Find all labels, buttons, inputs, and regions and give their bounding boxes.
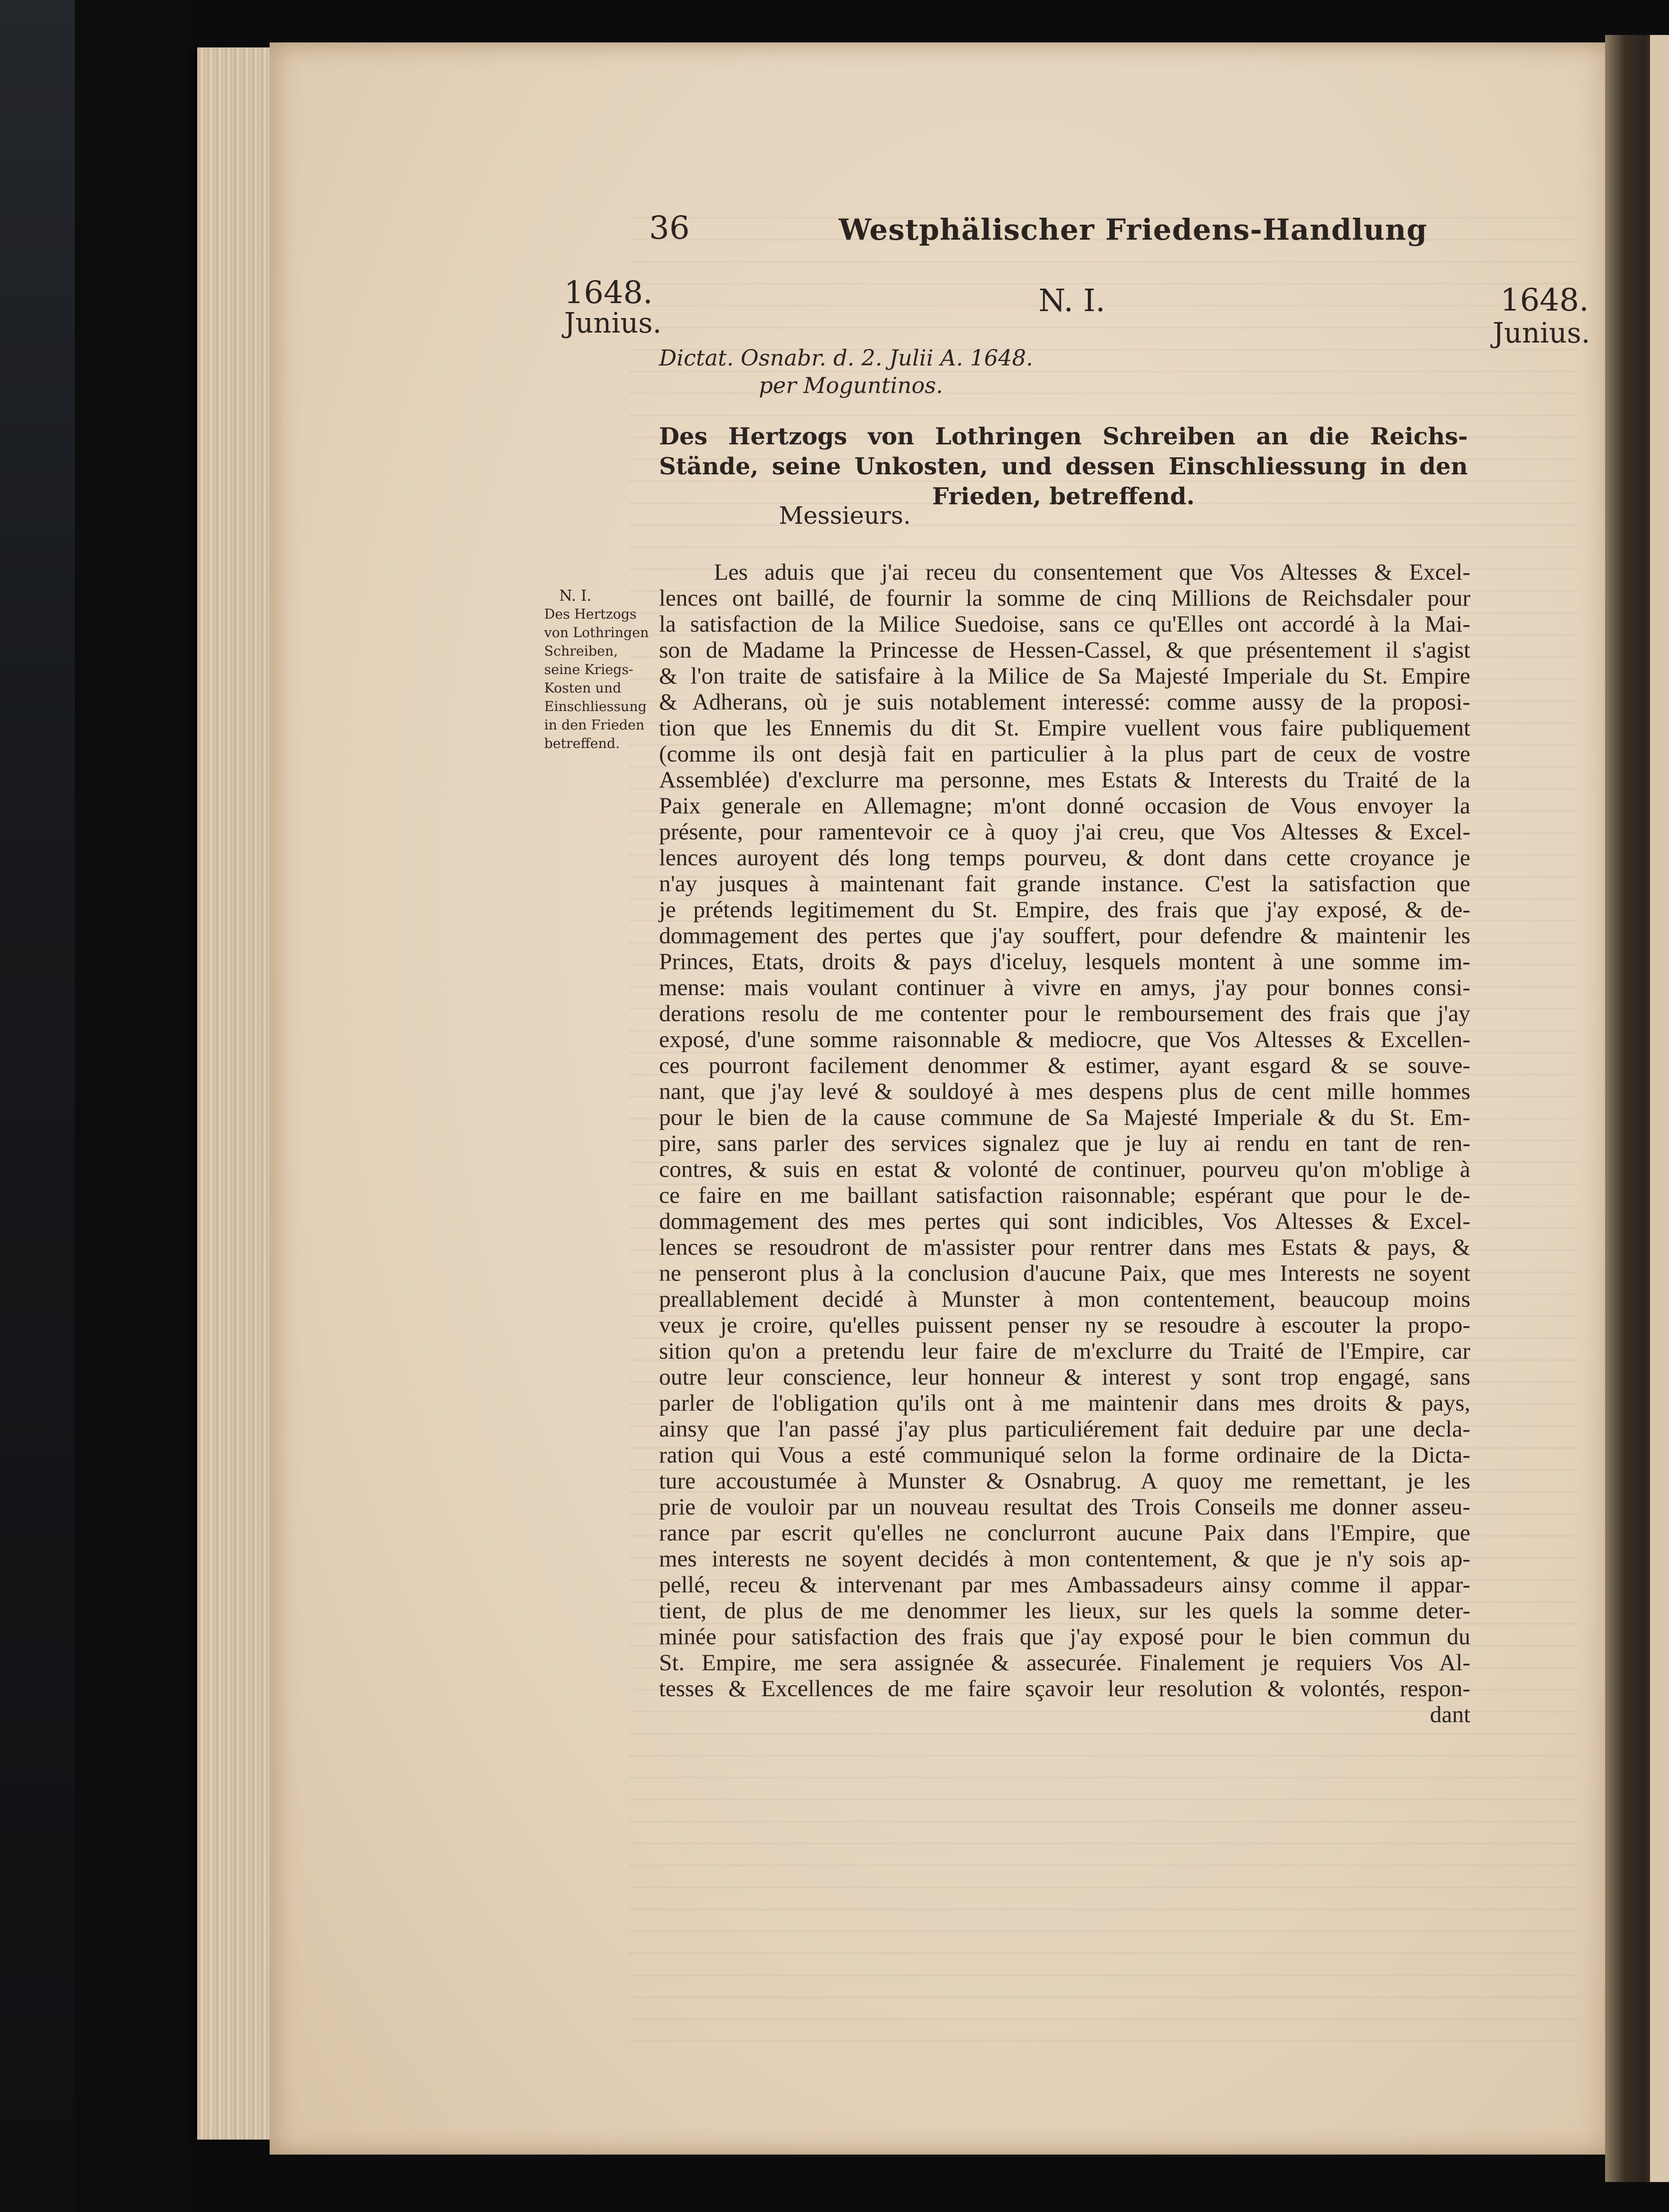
body-line: lences ont baillé, de fournir la somme de cinq Millions de Reichsdaler pour bbox=[659, 585, 1470, 611]
body-line: veux je croire, qu'elles puissent penser ny se resoudre à escouter la propo- bbox=[659, 1312, 1470, 1338]
body-line: présente, pour ramentevoir ce à quoy j'ai creu, que Vos Altesses & Excel- bbox=[659, 819, 1470, 845]
body-line: ture accoustumée à Munster & Osnabrug. A quoy me remettant, je les bbox=[659, 1468, 1470, 1494]
body-line: sition qu'on a pretendu leur faire de m'exclurre du Traité de l'Empire, car bbox=[659, 1338, 1470, 1364]
body-line: & l'on traite de satisfaire à la Milice de Sa Majesté Imperiale du St. Empire bbox=[659, 663, 1470, 689]
body-line: Assemblée) d'exclurre ma personne, mes Estats & Interests du Traité de la bbox=[659, 767, 1470, 793]
body-line: je prétends legitimement du St. Empire, des frais que j'ay exposé, & de- bbox=[659, 897, 1470, 923]
body-line: (comme ils ont desjà fait en particulier à la plus part de ceux de vostre bbox=[659, 741, 1470, 767]
body-line: lences se resoudront de m'assister pour rentrer dans mes Estats & pays, & bbox=[659, 1234, 1470, 1260]
body-line: mense: mais voulant continuer à vivre en amys, j'ay pour bonnes consi- bbox=[659, 975, 1470, 1001]
body-line: ce faire en me baillant satisfaction raisonnable; espérant que pour le de- bbox=[659, 1182, 1470, 1208]
running-header bbox=[649, 210, 1448, 270]
body-line: pire, sans parler des services signalez que je luy ai rendu en tant de ren- bbox=[659, 1130, 1470, 1156]
body-line: ne penseront plus à la conclusion d'aucune Paix, que mes Interests ne soyent bbox=[659, 1260, 1470, 1286]
body-line: tesses & Excellences de me faire sçavoir leur resolution & volontés, respon- bbox=[659, 1676, 1470, 1702]
facing-page-edge bbox=[1650, 35, 1669, 2182]
body-line: tion que les Ennemis du dit St. Empire vuellent vous faire publiquement bbox=[659, 715, 1470, 741]
body-line: ration qui Vous a esté communiqué selon la forme ordinaire de la Dicta- bbox=[659, 1442, 1470, 1468]
dictation-line-1: Dictat. Osnabr. d. 2. Julii A. 1648. bbox=[659, 346, 1033, 371]
body-line: tient, de plus de me denommer les lieux, sur les quels la somme deter- bbox=[659, 1598, 1470, 1624]
body-line: mes interests ne soyent decidés à mon contentement, & que je n'y sois ap- bbox=[659, 1546, 1470, 1572]
body-line: parler de l'obligation qu'ils ont à me maintenir dans mes droits & pays, bbox=[659, 1390, 1470, 1416]
body-line: dommagement des mes pertes qui sont indicibles, Vos Altesses & Excel- bbox=[659, 1208, 1470, 1234]
body-line: prie de vouloir par un nouveau resultat des Trois Conseils me donner asseu- bbox=[659, 1494, 1470, 1520]
left-margin-month: Junius. bbox=[564, 307, 662, 340]
document-number: N. I. bbox=[1038, 282, 1105, 319]
calibration-strip bbox=[0, 0, 75, 2212]
right-margin-year: 1648. bbox=[1500, 282, 1589, 318]
body-line: Les aduis que j'ai receu du consentement que Vos Altesses & Excel- bbox=[714, 559, 1470, 585]
marginal-note bbox=[544, 587, 652, 753]
marginal-note-number: N. I. bbox=[559, 587, 592, 605]
marginal-note-text: Des Hertzogs von Lothringen Schreiben, seine Kriegs-Kosten und Einschliessung in den Frieden betreffend. bbox=[544, 607, 649, 751]
body-line: lences auroyent dés long temps pourveu, & dont dans cette croyance je bbox=[659, 845, 1470, 871]
body-line: Paix generale en Allemagne; m'ont donné occasion de Vous envoyer la bbox=[659, 793, 1470, 819]
body-line: exposé, d'une somme raisonnable & mediocre, que Vos Altesses & Excellen- bbox=[659, 1027, 1470, 1053]
body-line: outre leur conscience, leur honneur & interest y sont trop engagé, sans bbox=[659, 1364, 1470, 1390]
body-line: preallablement decidé à Munster à mon contentement, beaucoup moins bbox=[659, 1286, 1470, 1312]
letter-body bbox=[659, 559, 1470, 1728]
body-line: rance par escrit qu'elles ne conclurront aucune Paix dans l'Empire, que bbox=[659, 1520, 1470, 1546]
left-margin-year: 1648. bbox=[564, 274, 653, 311]
salutation: Messieurs. bbox=[779, 502, 911, 530]
dictation-note bbox=[659, 345, 1033, 399]
dictation-line-2: per Moguntinos. bbox=[759, 373, 943, 398]
page-number: 36 bbox=[649, 210, 690, 247]
body-line: ces pourront facilement denommer & estimer, ayant esgard & se souve- bbox=[659, 1053, 1470, 1079]
body-line: dant bbox=[1430, 1702, 1470, 1728]
document-title: Des Hertzogs von Lothringen Schreiben an die Reichs-Stände, seine Unkosten, und dessen Einschliessung in den Frieden, betreffend. bbox=[659, 423, 1468, 510]
body-line: son de Madame la Princesse de Hessen-Cassel, & que présentement il s'agist bbox=[659, 637, 1470, 663]
running-title: Westphälischer Friedens-Handlung bbox=[839, 213, 1427, 247]
body-line: minée pour satisfaction des frais que j'ay exposé pour le bien commun du bbox=[659, 1624, 1470, 1650]
body-line: contres, & suis en estat & volonté de continuer, pourveu qu'on m'oblige à bbox=[659, 1156, 1470, 1182]
body-line: pellé, receu & intervenant par mes Ambassadeurs ainsy comme il appar- bbox=[659, 1572, 1470, 1598]
body-line: la satisfaction de la Milice Suedoise, sans ce qu'Elles ont accordé à la Mai- bbox=[659, 611, 1470, 637]
body-line: derations resolu de me contenter pour le remboursement des frais que j'ay bbox=[659, 1001, 1470, 1027]
body-line: pour le bien de la cause commune de Sa Majesté Imperiale & du St. Em- bbox=[659, 1105, 1470, 1130]
body-line: St. Empire, me sera assignée & assecurée. Finalement je requiers Vos Al- bbox=[659, 1650, 1470, 1676]
body-line: ainsy que l'an passé j'ay plus particuliérement fait deduire par une decla- bbox=[659, 1416, 1470, 1442]
body-line: & Adherans, où je suis notablement interessé: comme aussy de la proposi- bbox=[659, 689, 1470, 715]
body-line: nant, que j'ay levé & souldoyé à mes despens plus de cent mille hommes bbox=[659, 1079, 1470, 1105]
right-margin-month: Junius. bbox=[1493, 317, 1591, 350]
body-line: Princes, Etats, droits & pays d'iceluy, lesquels montent à une somme im- bbox=[659, 949, 1470, 975]
body-line: n'ay jusques à maintenant fait grande instance. C'est la satisfaction que bbox=[659, 871, 1470, 897]
body-line: dommagement des pertes que j'ay souffert, pour defendre & maintenir les bbox=[659, 923, 1470, 949]
